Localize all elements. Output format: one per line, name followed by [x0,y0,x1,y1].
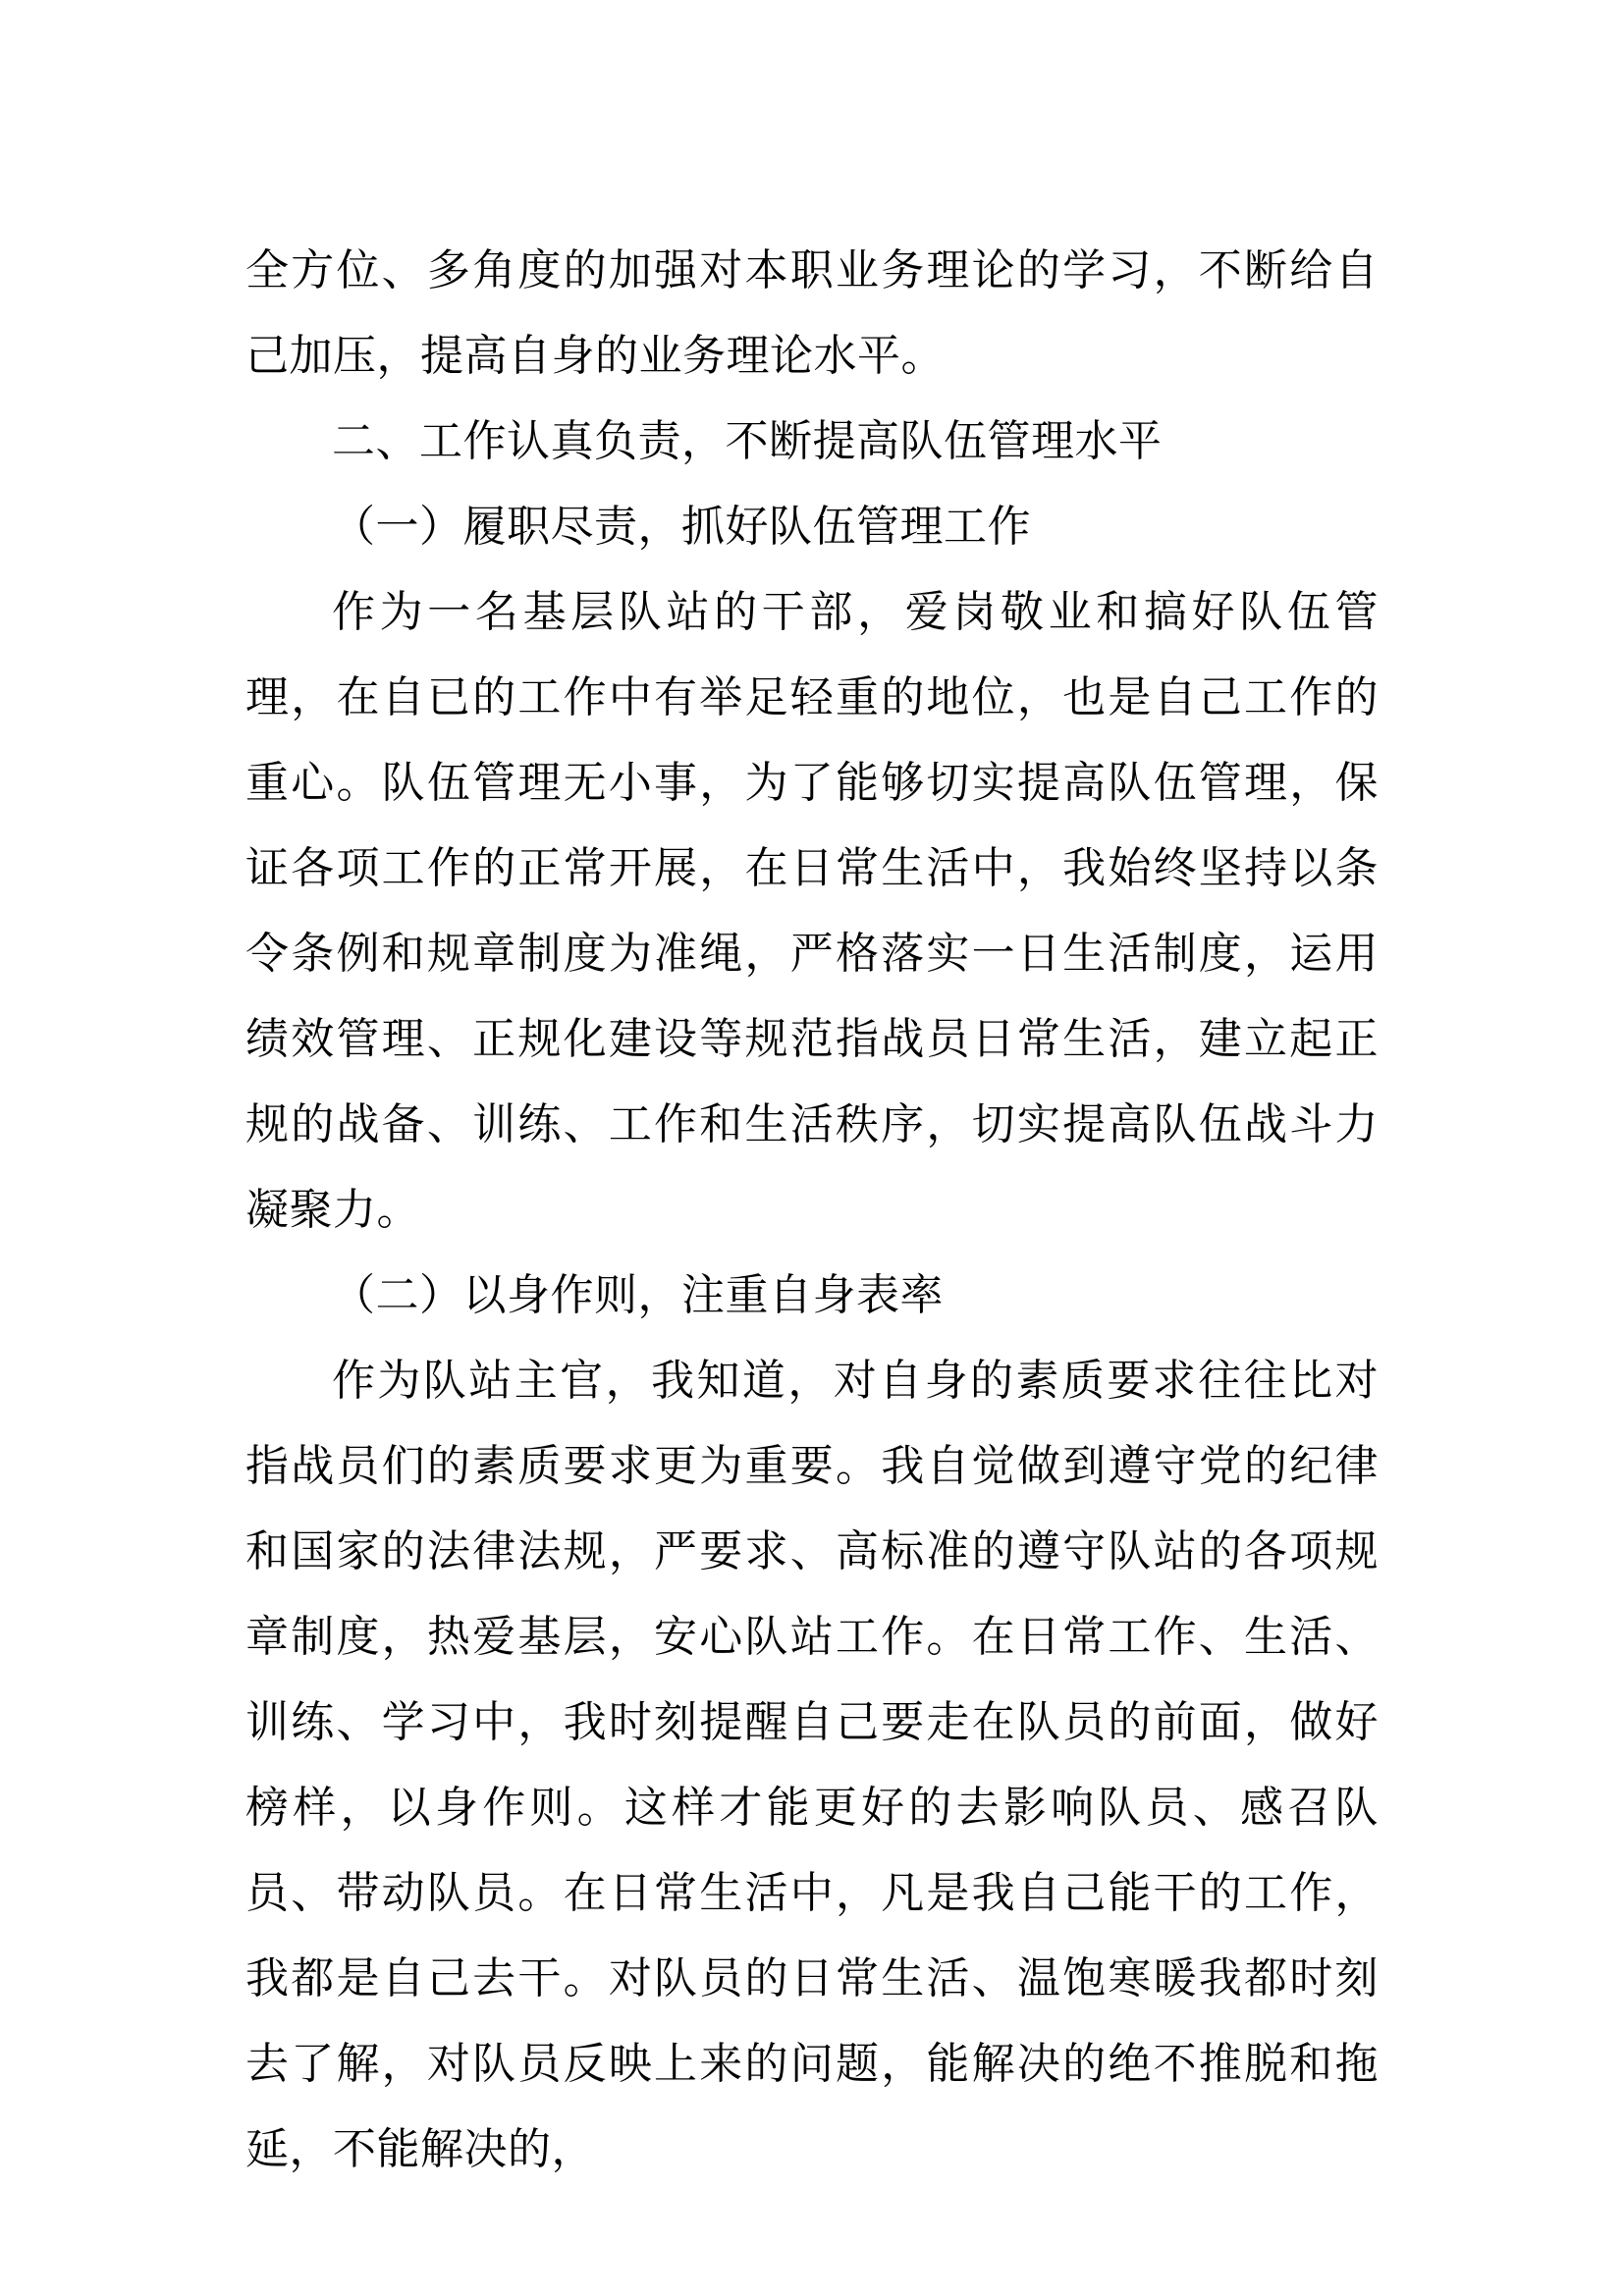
section-heading: 二、工作认真负责，不断提高队伍管理水平 [332,417,1163,465]
paragraph-body-2: 作为队站主官，我知道，对自身的素质要求往往比对指战员们的素质要求更为重要。我自觉做到遵守党的纪律和国家的法律法规，严要求、高标准的遵守队站的各项规章制度，热爱基层，安心队站工作。在日常工作、生活、训练、学习中，我时刻提醒自己要走在队员的前面，做好榜样，以身作则。这样才能更好的去影响队员、感召队员、带动队员。在日常生活中，凡是我自己能干的工作，我都是自己去干。对队员的日常生活、温饱寒暖我都时刻去了解，对队员反映上来的问题，能解决的绝不推脱和拖延，不能解决的， [245,1357,1379,2173]
paragraph-body-1: 作为一名基层队站的干部，爱岗敬业和搞好队伍管理，在自已的工作中有举足轻重的地位，也是自己工作的重心。队伍管理无小事，为了能够切实提高队伍管理，保证各项工作的正常开展，在日常生活中，我始终坚持以条令条例和规章制度为准绳，严格落实一日生活制度，运用绩效管理、正规化建设等规范指战员日常生活，建立起正规的战备、训练、工作和生活秩序，切实提高队伍战斗力凝聚力。 [245,588,1379,1234]
document-body [245,228,1379,2192]
subsection-heading-2: （二）以身作则，注重自身表率 [332,1271,944,1319]
subsection-heading-1: （一）履职尽责，抓好队伍管理工作 [332,503,1031,551]
paragraph-body-continuation: 全方位、多角度的加强对本职业务理论的学习，不断给自己加压，提高自身的业务理论水平。 [245,246,1379,380]
